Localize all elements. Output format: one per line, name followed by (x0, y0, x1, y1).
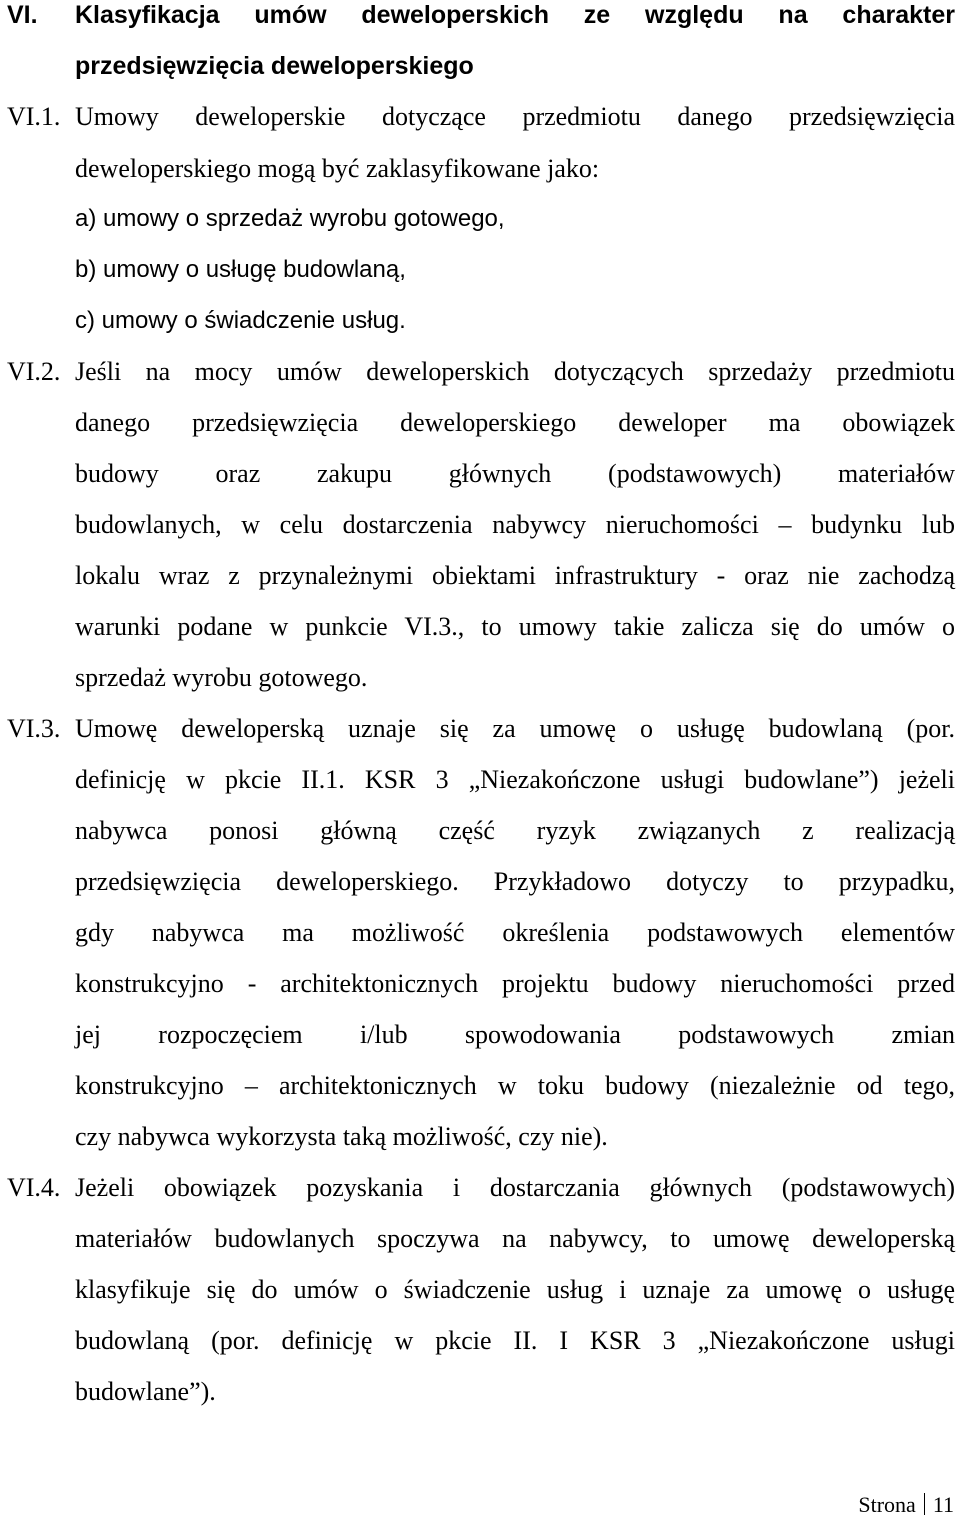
page-number: 11 (932, 1492, 954, 1517)
section-title-line-1 (75, 3, 955, 28)
paragraph-line: sprzedaż wyrobu gotowego. (75, 663, 368, 692)
paragraph-line: konstrukcyjno – architektonicznych w toku budowy (niezależnie od tego, (75, 1071, 955, 1100)
section-title-word: deweloperskich (361, 1, 549, 29)
paragraph-line: konstrukcyjno - architektonicznych projektu budowy nieruchomości przed (75, 969, 955, 998)
section-title-word: ze (583, 1, 611, 29)
paragraph-line: deweloperskiego mogą być zaklasyfikowane jako: (75, 154, 600, 183)
page-label: Strona (858, 1492, 916, 1517)
paragraph-line: budowy oraz zakupu głównych (podstawowych) materiałów (75, 459, 955, 488)
paragraph-number-vi-1: VI.1. (7, 102, 61, 131)
paragraph-line: Jeżeli obowiązek pozyskania i dostarczania głównych (podstawowych) (75, 1173, 955, 1202)
paragraph-number-vi-3: VI.3. (7, 714, 61, 743)
paragraph-number-vi-2: VI.2. (7, 357, 61, 386)
paragraph-line: budowlanych, w celu dostarczenia nabywcy nieruchomości – budynku lub (75, 510, 955, 539)
section-title-word: względu (645, 1, 744, 29)
section-title-word: Klasyfikacja (75, 1, 220, 29)
paragraph-line: lokalu wraz z przynależnymi obiektami infrastruktury - oraz nie zachodzą (75, 561, 955, 590)
paragraph-line: klasyfikuje się do umów o świadczenie usług i uznaje za umowę o usługę (75, 1275, 955, 1304)
paragraph-line: definicję w pkcie II.1. KSR 3 „Niezakończone usługi budowlane”) jeżeli (75, 765, 955, 794)
section-title-word: umów (254, 1, 327, 29)
paragraph-line: czy nabywca wykorzysta taką możliwość, czy nie). (75, 1122, 608, 1151)
section-number: VI. (7, 1, 38, 29)
paragraph-line: materiałów budowlanych spoczywa na nabywcy, to umowę deweloperską (75, 1224, 955, 1253)
list-item-a: a) umowy o sprzedaż wyrobu gotowego, (75, 205, 505, 232)
section-title-word: charakter (842, 1, 955, 29)
section-title-line-2: przedsięwzięcia deweloperskiego (75, 52, 474, 80)
paragraph-line: budowlaną (por. definicję w pkcie II. I KSR 3 „Niezakończone usługi (75, 1326, 955, 1355)
paragraph-line: Umowy deweloperskie dotyczące przedmiotu danego przedsięwzięcia (75, 102, 955, 131)
footer-divider (924, 1493, 925, 1515)
paragraph-line: nabywca ponosi główną część ryzyk związanych z realizacją (75, 816, 955, 845)
paragraph-line: jej rozpoczęciem i/lub spowodowania podstawowych zmian (75, 1020, 955, 1049)
paragraph-line: danego przedsięwzięcia deweloperskiego deweloper ma obowiązek (75, 408, 955, 437)
list-item-c: c) umowy o świadczenie usług. (75, 307, 406, 334)
list-item-b: b) umowy o usługę budowlaną, (75, 256, 406, 283)
paragraph-line: Jeśli na mocy umów deweloperskich dotyczących sprzedaży przedmiotu (75, 357, 955, 386)
paragraph-line: przedsięwzięcia deweloperskiego. Przykładowo dotyczy to przypadku, (75, 867, 955, 896)
page-footer (858, 1493, 954, 1516)
paragraph-line: Umowę deweloperską uznaje się za umowę o usługę budowlaną (por. (75, 714, 955, 743)
paragraph-line: budowlane”). (75, 1377, 216, 1406)
paragraph-number-vi-4: VI.4. (7, 1173, 61, 1202)
section-title-word: na (778, 1, 808, 29)
paragraph-line: gdy nabywca ma możliwość określenia podstawowych elementów (75, 918, 955, 947)
paragraph-line: warunki podane w punkcie VI.3., to umowy takie zalicza się do umów o (75, 612, 955, 641)
